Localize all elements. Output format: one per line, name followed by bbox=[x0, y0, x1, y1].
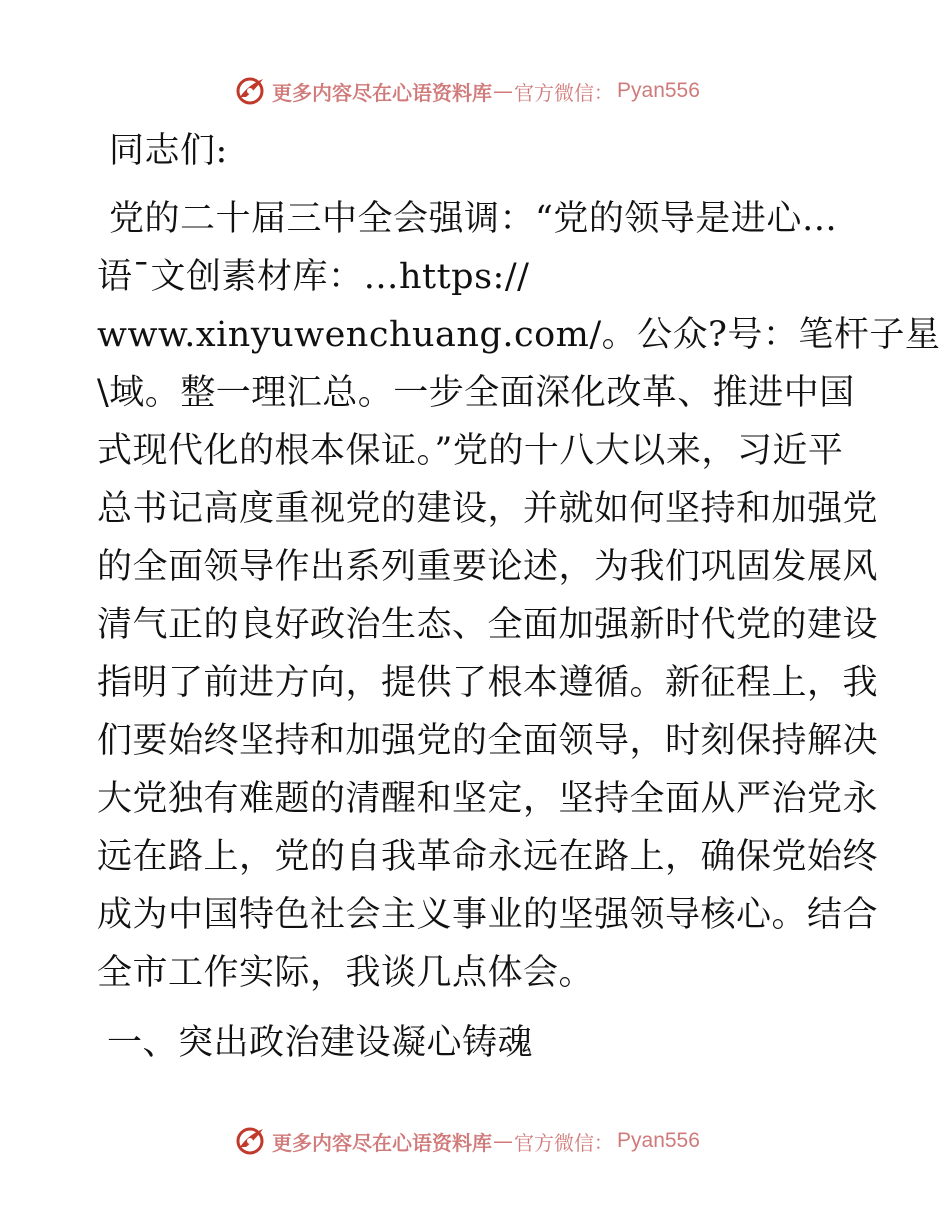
banner-separator: — bbox=[493, 1129, 513, 1153]
salutation: 同志们: bbox=[109, 131, 228, 171]
banner-separator: — bbox=[493, 79, 513, 103]
footer-banner bbox=[234, 1124, 700, 1158]
banner-main-text: 更多内容尽在心语资料库 bbox=[272, 80, 492, 105]
banner-label: 官方微信 bbox=[514, 80, 594, 105]
paragraph-line: 总书记高度重视党的建设，并就如何坚持和加强党 bbox=[97, 489, 879, 529]
paragraph-line: 们要始终坚持和加强党的全面领导，时刻保持解决 bbox=[97, 721, 879, 761]
banner-label: 官方微信 bbox=[514, 1130, 594, 1155]
paragraph-line: 式现代化的根本保证。”党的十八大以来，习近平 bbox=[97, 431, 844, 471]
paragraph-line: 成为中国特色社会主义事业的坚强领导核心。结合 bbox=[97, 895, 879, 935]
paragraph-line: 语¯文创素材库：…https:// bbox=[97, 257, 530, 297]
paragraph-line: www.xinyuwenchuang.com/。公众?号：笔杆子星 bbox=[97, 315, 941, 355]
banner-colon: ： bbox=[594, 81, 614, 104]
feather-pen-logo-icon bbox=[234, 75, 266, 107]
feather-pen-logo-icon bbox=[234, 1125, 266, 1157]
paragraph bbox=[97, 190, 941, 1002]
banner-colon: ： bbox=[594, 1131, 614, 1154]
banner-main-text: 更多内容尽在心语资料库 bbox=[272, 1130, 492, 1155]
paragraph-line: 党的二十届三中全会强调：“党的领导是进心… bbox=[109, 199, 838, 239]
paragraph-line: 大党独有难题的清醒和坚定，坚持全面从严治党永 bbox=[97, 779, 879, 819]
paragraph-line: 清气正的良好政治生态、全面加强新时代党的建设 bbox=[97, 605, 879, 645]
banner-wechat-id: Pyan556 bbox=[617, 1129, 700, 1152]
section-heading: 一、突出政治建设凝心铸魂 bbox=[107, 1023, 534, 1063]
banner-wechat-id: Pyan556 bbox=[617, 79, 700, 102]
paragraph-line: \域。整一理汇总。一步全面深化改革、推进中国 bbox=[97, 373, 855, 413]
paragraph-line: 远在路上，党的自我革命永远在路上，确保党始终 bbox=[97, 837, 879, 877]
paragraph-line: 指明了前进方向，提供了根本遵循。新征程上，我 bbox=[97, 663, 879, 703]
document-body bbox=[97, 122, 941, 1072]
paragraph-line: 全市工作实际，我谈几点体会。 bbox=[97, 953, 595, 993]
header-banner bbox=[234, 74, 700, 108]
paragraph-line: 的全面领导作出系列重要论述，为我们巩固发展风 bbox=[97, 547, 879, 587]
